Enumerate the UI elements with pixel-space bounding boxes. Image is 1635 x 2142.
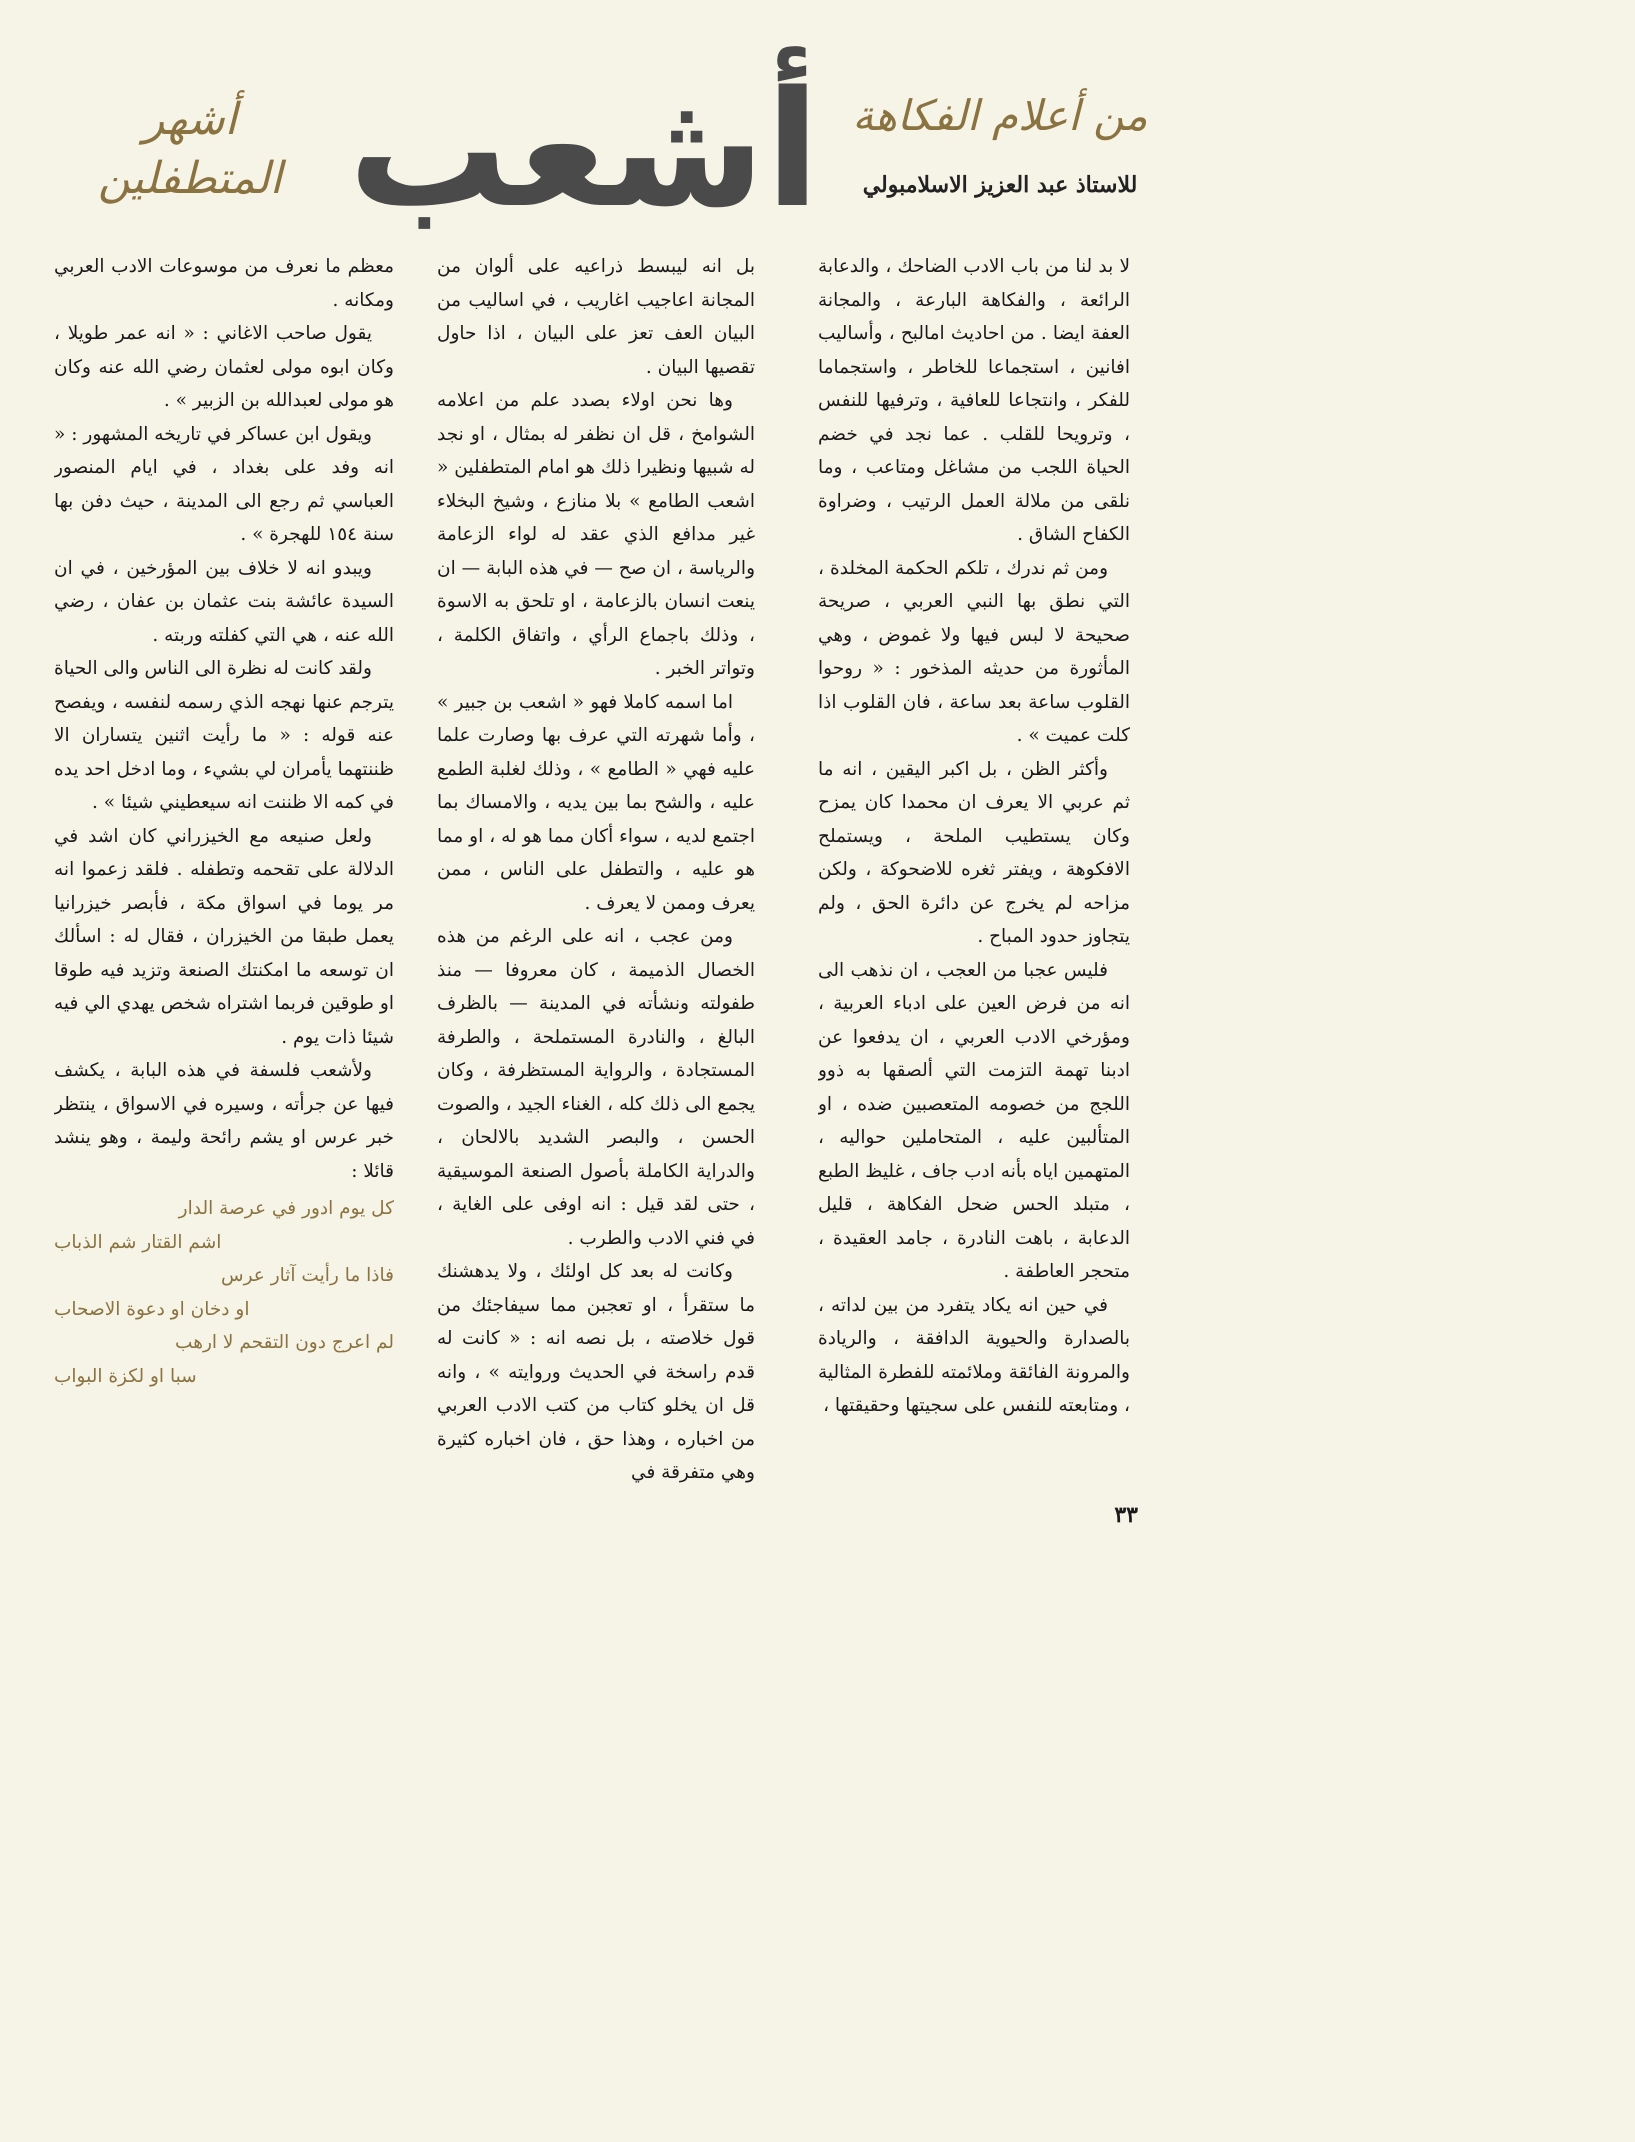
paragraph: ولقد كانت له نظرة الى الناس والى الحياة يترجم عنها نهجه الذي رسمه لنفسه ، ويفصح عنه قوله : « ما رأيت اثنين يتساران الا ظننتهما يأمران لي بشيء ، وما ادخل احد يده في كمه الا ظننت انه سيعطيني شيئا » . bbox=[54, 658, 394, 813]
page-number: ٣٣ bbox=[1114, 1502, 1138, 1528]
poem bbox=[54, 1192, 394, 1393]
text-column-middle bbox=[437, 250, 755, 1490]
paragraph: بل انه ليبسط ذراعيه على ألوان من المجانة اعاجيب اغاريب ، في اساليب من البيان العف تعز على البيان ، اذا حاول تقصيها البيان . bbox=[437, 256, 755, 378]
paragraph: وكانت له بعد كل اولئك ، ولا يدهشنك ما ستقرأ ، او تعجبن مما سيفاجئك من قول خلاصته ، بل نصه انه : « كانت له قدم راسخة في الحديث وروايته » ، وانه قل ان يخلو كتاب من كتب الادب العربي من اخباره ، وهذا حق ، فان اخباره كثيرة وهي متفرقة في bbox=[437, 1261, 755, 1483]
paragraph: فليس عجبا من العجب ، ان نذهب الى انه من فرض العين على ادباء العربية ، ومؤرخي الادب العربي ، ان يدفعوا عن ادبنا تهمة التزمت التي ألصقها به ذوو اللجج من خصومه المتعصبين ضده ، او المتألبين عليه ، المتحاملين حواليه ، المتهمين اياه بأنه ادب جاف ، غليظ الطبع ، متبلد الحس ضحل الفكاهة ، قليل الدعابة ، باهت النادرة ، جامد العقيدة ، متحجر العاطفة . bbox=[818, 959, 1130, 1282]
poem-verse: لم اعرج دون التقحم لا ارهب bbox=[175, 1332, 394, 1353]
poem-verse: سبا او لكزة البواب bbox=[54, 1365, 197, 1387]
article-subtitle bbox=[40, 90, 340, 209]
paragraph: اما اسمه كاملا فهو « اشعب بن جبير » ، وأما شهرته التي عرف بها وصارت علما عليه فهي « الطامع » ، وذلك لغلبة الطمع عليه ، والشح بما بين يديه ، والامساك بما اجتمع لديه ، سواء أكان مما هو له ، او مما هو عليه ، والتطفل على الناس ، ممن يعرف وممن لا يعرف . bbox=[437, 691, 755, 914]
paragraph: ولأشعب فلسفة في هذه البابة ، يكشف فيها عن جرأته ، وسيره في الاسواق ، ينتظر خبر عرس او يشم رائحة وليمة ، وهو ينشد قائلا : bbox=[54, 1060, 394, 1182]
subtitle-line-2: المتطفلين bbox=[97, 153, 283, 205]
paragraph: ولعل صنيعه مع الخيزراني كان اشد في الدلالة على تقحمه وتطفله . فلقد زعموا انه مر يوما في اسواق مكة ، فأبصر خيزرانيا يعمل طبقا من الخيزران ، فقال له : اسألك ان توسعه ما امكنتك الصنعة وتزيد فيه طوقا او طوقين فربما اشتراه شخص يهدي الي فيه شيئا ذات يوم . bbox=[54, 825, 394, 1048]
poem-verse: كل يوم ادور في عرصة الدار bbox=[178, 1198, 394, 1219]
paragraph: معظم ما نعرف من موسوعات الادب العربي ومكانه . bbox=[54, 256, 394, 311]
article-title: أشعب bbox=[348, 56, 820, 243]
paragraph: وأكثر الظن ، بل اكبر اليقين ، انه ما ثم عربي الا يعرف ان محمدا كان يمزح وكان يستطيب الملحة ، ويستملح الافكوهة ، ويفتر ثغره للاضحوكة ، ولكن مزاحه لم يخرج عن دائرة الحق ، ولم يتجاوز حدود المباح . bbox=[818, 758, 1130, 947]
text-column-left bbox=[54, 250, 394, 1490]
subtitle-line-1: أشهر bbox=[143, 94, 237, 145]
paragraph: يقول صاحب الاغاني : « انه عمر طويلا ، وكان ابوه مولى لعثمان رضي الله عنه وكان هو مولى لعبدالله بن الزبير » . bbox=[54, 323, 394, 411]
paragraph: ومن ثم ندرك ، تلكم الحكمة المخلدة ، التي نطق بها النبي العربي ، صريحة صحيحة لا لبس فيها ولا غموض ، وهي المأثورة من حديثه المذخور : « روحوا القلوب ساعة بعد ساعة ، فان القلوب اذا كلت عميت » . bbox=[818, 557, 1130, 746]
poem-verse: فاذا ما رأيت آثار عرس bbox=[220, 1265, 394, 1286]
paragraph: ومن عجب ، انه على الرغم من هذه الخصال الذميمة ، كان معروفا — منذ طفولته ونشأته في المدينة — بالظرف البالغ ، والنادرة المستملحة ، والطرفة المستجادة ، والرواية المستظرفة ، وكان يجمع الى ذلك كله ، الغناء الجيد ، والصوت الحسن ، والبصر الشديد بالالحان ، والدراية الكاملة بأصول الصنعة الموسيقية ، حتى لقد قيل : انه اوفى على الغاية ، في فني الادب والطرب . bbox=[437, 926, 755, 1249]
paragraph: ويبدو انه لا خلاف بين المؤرخين ، في ان السيدة عائشة بنت عثمان بن عفان ، رضي الله عنه ، هي التي كفلته وربته . bbox=[54, 557, 394, 646]
author-byline: للاستاذ عبد العزيز الاسلامبولي bbox=[862, 172, 1138, 198]
paragraph: ويقول ابن عساكر في تاريخه المشهور : « انه وفد على بغداد ، في ايام المنصور العباسي ثم رجع الى المدينة ، حيث دفن بها سنة ١٥٤ للهجرة » . bbox=[54, 423, 394, 545]
poem-verse: او دخان او دعوة الاصحاب bbox=[54, 1298, 250, 1320]
series-title: من أعلام الفكاهة bbox=[852, 91, 1148, 140]
paragraph: في حين انه يكاد يتفرد من بين لداته ، بالصدارة والحيوية الدافقة ، والريادة والمرونة الفائقة وملائمته للفطرة المثالية ، ومتابعته للنفس على سجيتها وحقيقتها ، bbox=[818, 1294, 1130, 1416]
paragraph: لا بد لنا من باب الادب الضاحك ، والدعابة الرائعة ، والفكاهة البارعة ، والمجانة العفة ايضا . من احاديث امالبح ، وأساليب افانين ، استجماعا للخاطر ، واستجماما للفكر ، وانتجاعا للعافية ، وترفيها للنفس ، وترويحا للقلب . عما نجد في خضم الحياة اللجب من مشاغل ومتاعب ، وما نلقى من ملالة العمل الرتيب ، وضراوة الكفاح الشاق . bbox=[818, 256, 1130, 545]
paragraph: وها نحن اولاء بصدد علم من اعلامه الشوامخ ، قل ان نظفر له بمثال ، او نجد له شبيها ونظيرا ذلك هو امام المتطفلين « اشعب الطامع » بلا منازع ، وشيخ البخلاء غير مدافع الذي عقد له لواء الزعامة والرياسة ، ان صح — في هذه البابة — ان ينعت انسان بالزعامة ، او تلحق به الاسوة ، وذلك باجماع الرأي ، واتفاق الكلمة ، وتواتر الخبر . bbox=[437, 390, 755, 679]
text-column-right bbox=[818, 250, 1130, 1490]
poem-verse: اشم القتار شم الذباب bbox=[54, 1231, 222, 1253]
